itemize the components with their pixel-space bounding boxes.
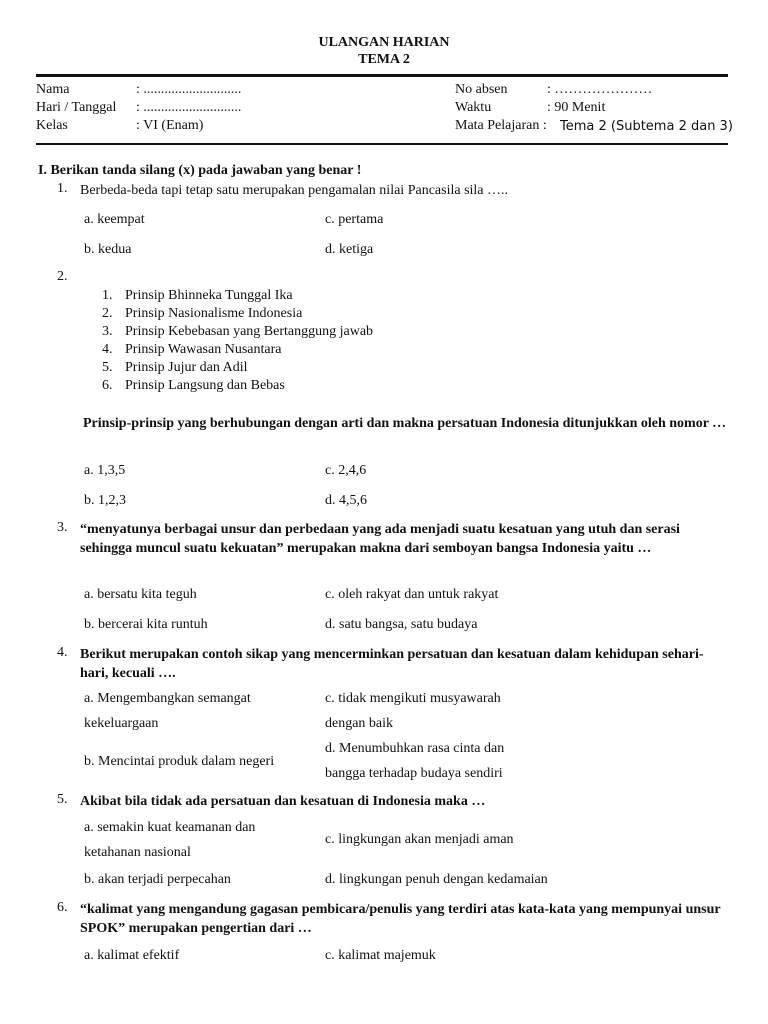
list-item: 5. Prinsip Jujur dan Adil — [102, 360, 248, 375]
exam-subtitle: TEMA 2 — [358, 52, 410, 67]
list-item: 3. Prinsip Kebebasan yang Bertanggung jawab — [102, 324, 374, 339]
nama-value: : ............................ — [136, 82, 242, 97]
nama-label: Nama — [36, 82, 70, 97]
option-a[interactable]: a. kalimat efektif — [84, 948, 180, 963]
option-c[interactable]: c. tidak mengikuti musyawarah dengan baik — [325, 691, 501, 731]
option-b[interactable]: b. kedua — [84, 242, 132, 257]
question-number: 5. — [57, 792, 68, 807]
kelas-value: : VI (Enam) — [136, 118, 204, 133]
option-a[interactable]: a. bersatu kita teguh — [84, 587, 197, 602]
question-text: “menyatunya berbagai unsur dan perbedaan yang ada menjadi suatu kesatuan yang utuh dan serasi sehingga muncul suatu kekuatan” merupakan makna dari semboyan bangsa Indonesia yaitu … — [80, 522, 680, 556]
option-c[interactable]: c. oleh rakyat dan untuk rakyat — [325, 587, 499, 602]
option-a[interactable]: a. Mengembangkan semangat kekeluargaan — [84, 691, 251, 731]
option-c[interactable]: c. 2,4,6 — [325, 463, 367, 478]
option-d[interactable]: d. satu bangsa, satu budaya — [325, 617, 478, 632]
option-b[interactable]: b. 1,2,3 — [84, 493, 126, 508]
hari-value: : ............................ — [136, 100, 242, 115]
option-a[interactable]: a. keempat — [84, 212, 145, 227]
question-text: Prinsip-prinsip yang berhubungan dengan arti dan makna persatuan Indonesia ditunjukkan oleh nomor … — [83, 416, 727, 431]
option-d[interactable]: d. 4,5,6 — [325, 493, 367, 508]
question-number: 4. — [57, 645, 68, 660]
list-item: 1. Prinsip Bhinneka Tunggal Ika — [102, 288, 293, 303]
list-item: 6. Prinsip Langsung dan Bebas — [102, 378, 285, 393]
option-d[interactable]: d. lingkungan penuh dengan kedamaian — [325, 872, 548, 887]
question-text: “kalimat yang mengandung gagasan pembicara/penulis yang terdiri atas kata-kata yang mempunyai unsur SPOK” merupakan pengertian dari … — [80, 902, 721, 936]
section-instruction: I. Berikan tanda silang (x) pada jawaban yang benar ! — [38, 163, 362, 178]
header-top-rule — [36, 74, 728, 77]
absen-value: : ………………… — [547, 82, 653, 97]
kelas-label: Kelas — [36, 118, 68, 133]
option-c[interactable]: c. lingkungan akan menjadi aman — [325, 832, 514, 847]
mapel-value: Tema 2 (Subtema 2 dan 3) — [560, 119, 733, 134]
list-item: 4. Prinsip Wawasan Nusantara — [102, 342, 282, 357]
question-text: Berbeda-beda tapi tetap satu merupakan pengamalan nilai Pancasila sila ….. — [80, 183, 509, 198]
question-number: 6. — [57, 900, 68, 915]
option-d[interactable]: d. Menumbuhkan rasa cinta dan bangga terhadap budaya sendiri — [325, 741, 505, 781]
option-b[interactable]: b. Mencintai produk dalam negeri — [84, 754, 275, 769]
hari-label: Hari / Tanggal — [36, 100, 117, 115]
question-number: 3. — [57, 520, 68, 535]
option-c[interactable]: c. pertama — [325, 212, 384, 227]
option-b[interactable]: b. akan terjadi perpecahan — [84, 872, 231, 887]
option-a[interactable]: a. 1,3,5 — [84, 463, 126, 478]
option-c[interactable]: c. kalimat majemuk — [325, 948, 436, 963]
question-text: Akibat bila tidak ada persatuan dan kesatuan di Indonesia maka … — [80, 794, 486, 809]
waktu-value: : 90 Menit — [547, 100, 606, 115]
option-a[interactable]: a. semakin kuat keamanan dan ketahanan nasional — [84, 820, 256, 860]
option-b[interactable]: b. bercerai kita runtuh — [84, 617, 208, 632]
waktu-label: Waktu — [455, 100, 492, 115]
option-d[interactable]: d. ketiga — [325, 242, 374, 257]
question-text: Berikut merupakan contoh sikap yang mencerminkan persatuan dan kesatuan dalam kehidupan sehari-hari, kecuali …. — [80, 647, 704, 681]
list-item: 2. Prinsip Nasionalisme Indonesia — [102, 306, 303, 321]
mapel-label: Mata Pelajaran : — [455, 118, 547, 133]
question-number: 2. — [57, 269, 68, 284]
absen-label: No absen — [455, 82, 508, 97]
header-bottom-rule — [36, 143, 728, 145]
exam-title: ULANGAN HARIAN — [318, 35, 450, 50]
question-number: 1. — [57, 181, 68, 196]
